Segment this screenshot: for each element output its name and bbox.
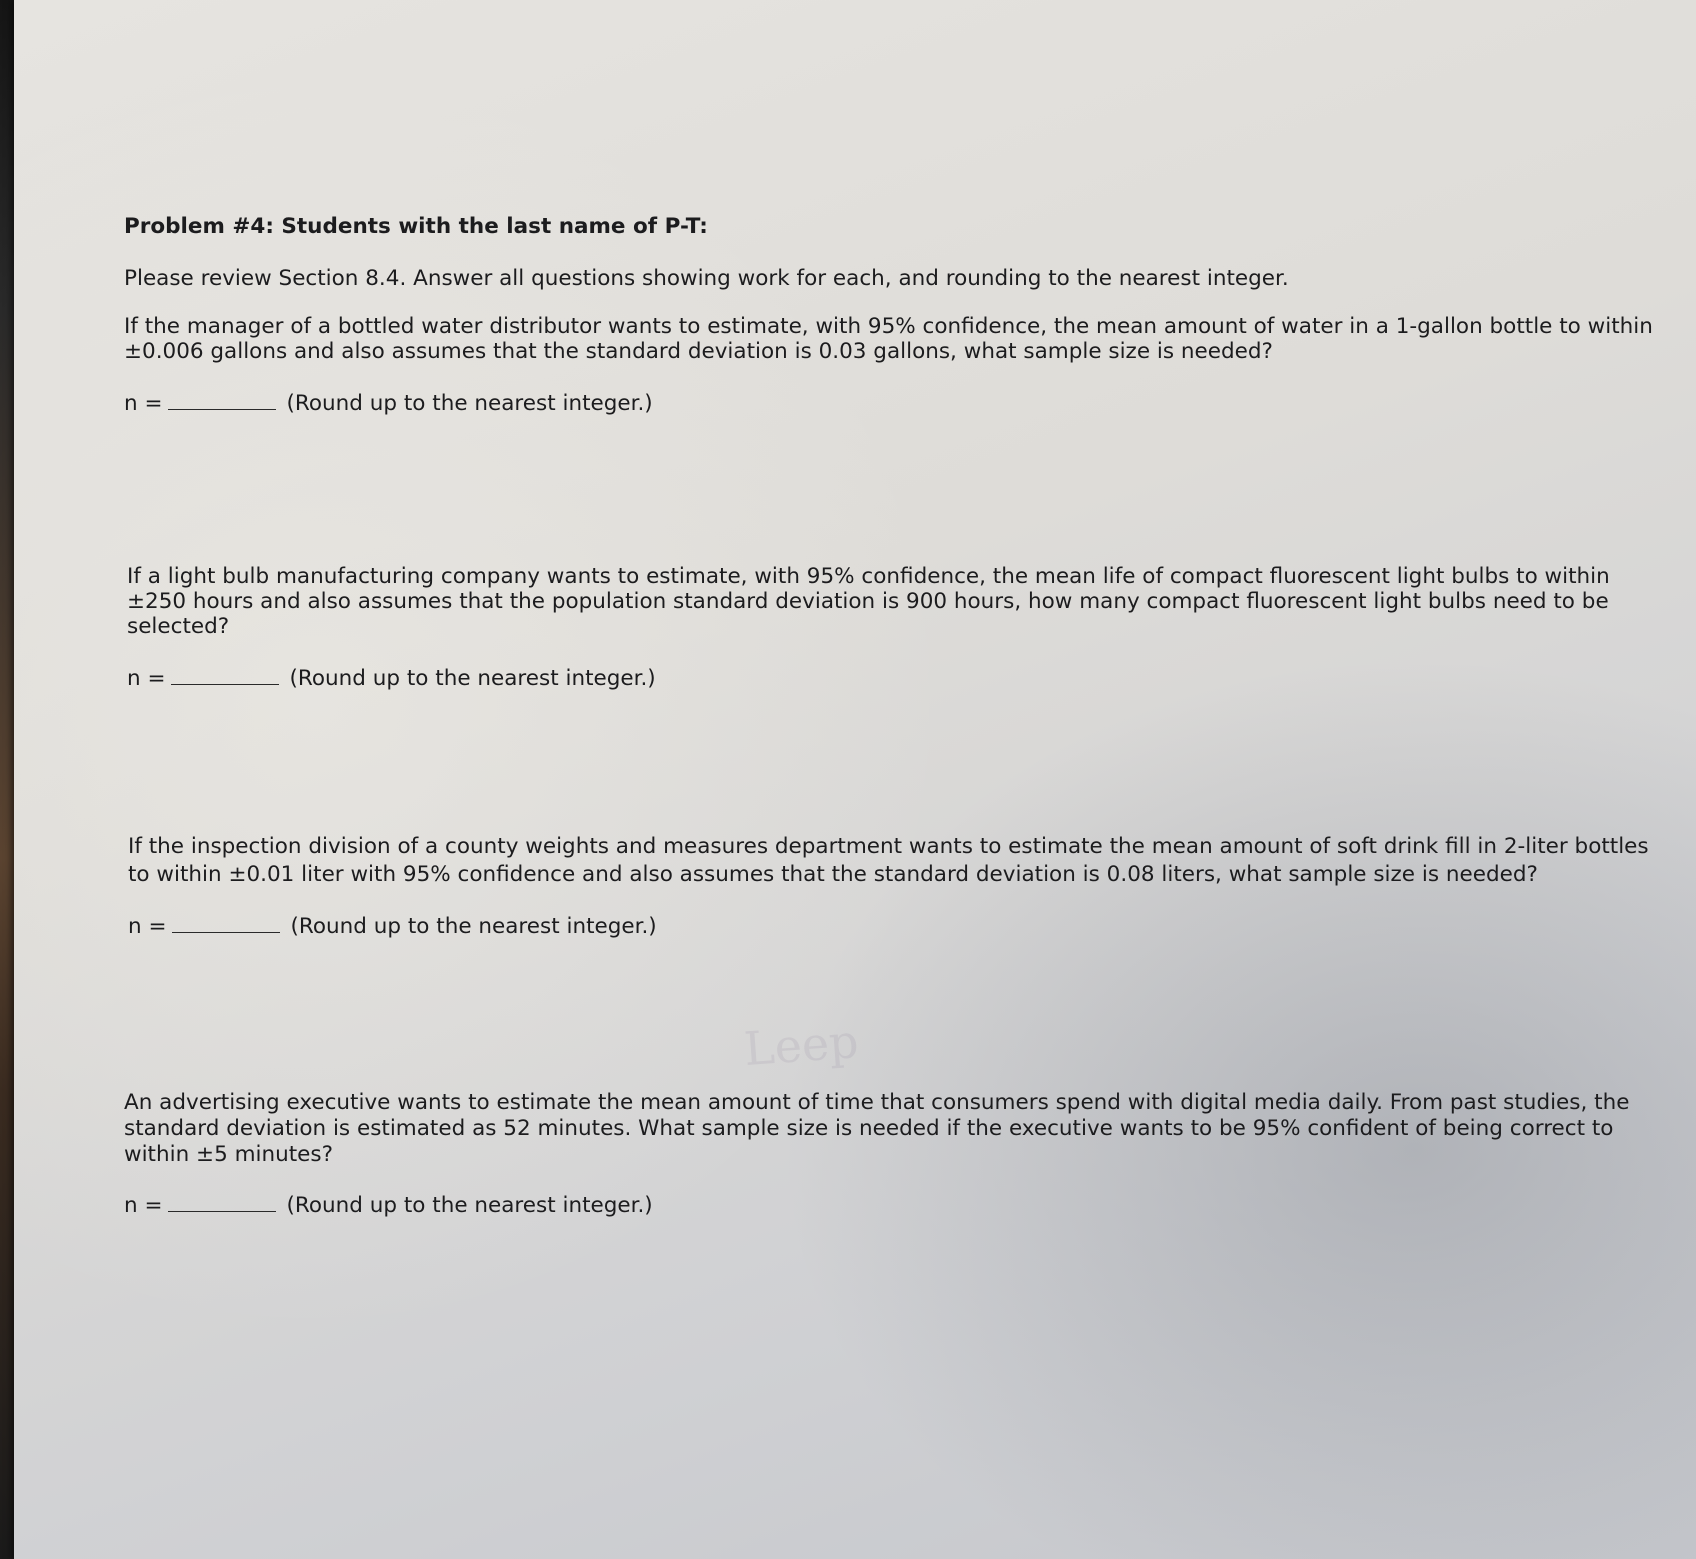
question-4-line-3: within ±5 minutes? <box>124 1142 334 1167</box>
question-4-answer-label: n = <box>124 1193 163 1218</box>
question-1-answer-hint: (Round up to the nearest integer.) <box>286 391 653 416</box>
instructions-text: Please review Section 8.4. Answer all questions showing work for each, and rounding to the nearest integer. <box>124 266 1289 291</box>
question-2-answer-row <box>127 666 656 691</box>
question-2-answer-blank[interactable] <box>171 682 279 685</box>
question-1-answer-label: n = <box>124 391 163 416</box>
question-2-line-3: selected? <box>127 614 230 639</box>
desk-edge <box>0 0 14 1559</box>
question-2-answer-label: n = <box>127 666 166 691</box>
faint-handwriting: Leep <box>742 1014 861 1076</box>
question-4-answer-blank[interactable] <box>168 1209 276 1212</box>
question-4-line-1: An advertising executive wants to estimate the mean amount of time that consumers spend with digital media daily. From past studies, the <box>124 1090 1630 1115</box>
question-2-answer-hint: (Round up to the nearest integer.) <box>289 666 656 691</box>
problem-heading: Problem #4: Students with the last name of P-T: <box>124 214 708 239</box>
question-4-answer-hint: (Round up to the nearest integer.) <box>286 1193 653 1218</box>
question-3-answer-row <box>128 914 657 939</box>
worksheet-page <box>14 0 1696 1559</box>
question-2-line-2: ±250 hours and also assumes that the population standard deviation is 900 hours, how many compact fluorescent light bulbs need to be <box>127 589 1609 614</box>
question-4-line-2: standard deviation is estimated as 52 minutes. What sample size is needed if the executive wants to be 95% confident of being correct to <box>124 1116 1614 1141</box>
question-2-line-1: If a light bulb manufacturing company wants to estimate, with 95% confidence, the mean life of compact fluorescent light bulbs to within <box>127 564 1610 589</box>
question-1-answer-row <box>124 391 653 416</box>
question-3-answer-label: n = <box>128 914 167 939</box>
question-3-line-2: to within ±0.01 liter with 95% confidence and also assumes that the standard deviation is 0.08 liters, what sample size is needed? <box>128 862 1538 887</box>
question-3-answer-hint: (Round up to the nearest integer.) <box>290 914 657 939</box>
question-1-line-2: ±0.006 gallons and also assumes that the standard deviation is 0.03 gallons, what sample size is needed? <box>124 339 1273 364</box>
question-3-answer-blank[interactable] <box>172 930 280 933</box>
question-4-answer-row <box>124 1193 653 1218</box>
question-3-line-1: If the inspection division of a county weights and measures department wants to estimate the mean amount of soft drink fill in 2-liter bottles <box>128 834 1649 859</box>
question-1-answer-blank[interactable] <box>168 407 276 410</box>
question-1-line-1: If the manager of a bottled water distributor wants to estimate, with 95% confidence, the mean amount of water in a 1-gallon bottle to within <box>124 314 1653 339</box>
